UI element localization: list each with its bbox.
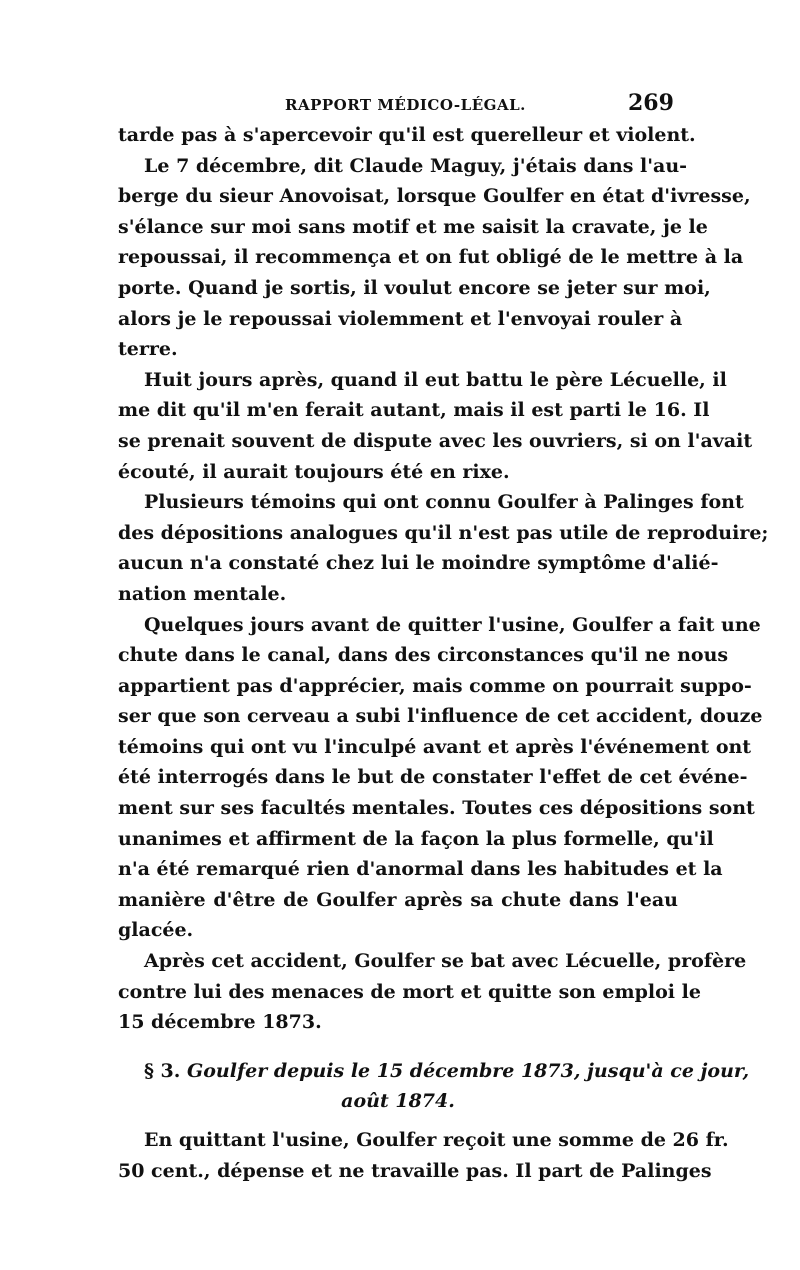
section-number: § 3. bbox=[144, 1059, 181, 1082]
text-line: écouté, il aurait toujours été en rixe. bbox=[118, 460, 510, 483]
text-line: terre. bbox=[118, 338, 178, 361]
text-line: repoussai, il recommença et on fut obligé de le mettre à la bbox=[118, 246, 744, 269]
text-line: tarde pas à s'apercevoir qu'il est querelleur et violent. bbox=[118, 124, 696, 146]
text-line: été interrogés dans le but de constater l'effet de cet événe- bbox=[118, 766, 748, 789]
text-line: n'a été remarqué rien d'anormal dans les habitudes et la bbox=[118, 858, 723, 881]
text-line: aucun n'a constaté chez lui le moindre symptôme d'alié- bbox=[118, 552, 719, 575]
text-line: 50 cent., dépense et ne travaille pas. Il part de Palinges bbox=[118, 1159, 712, 1182]
page-number: 269 bbox=[628, 90, 674, 116]
text-line: En quittant l'usine, Goulfer reçoit une somme de 26 fr. bbox=[144, 1129, 729, 1151]
body-text bbox=[118, 120, 769, 1186]
text-line: ment sur ses facultés mentales. Toutes ces dépositions sont bbox=[118, 797, 755, 820]
text-line: me dit qu'il m'en ferait autant, mais il est parti le 16. Il bbox=[118, 399, 710, 422]
section-heading-cont bbox=[118, 1086, 678, 1117]
text-line: témoins qui ont vu l'inculpé avant et après l'événement ont bbox=[118, 735, 752, 758]
text-line: Le 7 décembre, dit Claude Maguy, j'étais dans l'au- bbox=[144, 154, 688, 177]
text-line: nation mentale. bbox=[118, 582, 287, 605]
text-line: alors je le repoussai violemment et l'envoyai rouler à bbox=[118, 307, 683, 330]
text-line: unanimes et affirment de la façon la plus formelle, qu'il bbox=[118, 827, 714, 850]
text-line: manière d'être de Goulfer après sa chute dans l'eau bbox=[118, 888, 678, 911]
text-line: Plusieurs témoins qui ont connu Goulfer à Palinges font bbox=[144, 491, 744, 514]
text-line: berge du sieur Anovoisat, lorsque Goulfer en état d'ivresse, bbox=[118, 185, 751, 208]
section-title-date: août 1874. bbox=[341, 1090, 455, 1113]
text-line: s'élance sur moi sans motif et me saisit la cravate, je le bbox=[118, 215, 708, 238]
text-line: porte. Quand je sortis, il voulut encore se jeter sur moi, bbox=[118, 276, 711, 299]
running-head bbox=[0, 90, 800, 120]
text-line: Quelques jours avant de quitter l'usine, Goulfer a fait une bbox=[144, 613, 761, 636]
text-line: se prenait souvent de dispute avec les ouvriers, si on l'avait bbox=[118, 429, 753, 452]
text-line: glacée. bbox=[118, 919, 194, 942]
text-line: chute dans le canal, dans des circonstances qu'il ne nous bbox=[118, 644, 729, 667]
section-title: Goulfer depuis le 15 décembre 1873, jusqu'à ce jour, bbox=[187, 1059, 750, 1082]
text-line: ser que son cerveau a subi l'influence de cet accident, douze bbox=[118, 705, 763, 728]
text-line: appartient pas d'apprécier, mais comme on pourrait suppo- bbox=[118, 674, 752, 697]
section-heading bbox=[118, 1056, 750, 1087]
running-title: RAPPORT MÉDICO-LÉGAL. bbox=[285, 96, 526, 114]
text-line: contre lui des menaces de mort et quitte son emploi le bbox=[118, 980, 701, 1003]
text-line: des dépositions analogues qu'il n'est pas utile de reproduire; bbox=[118, 521, 769, 544]
text-line: 15 décembre 1873. bbox=[118, 1011, 322, 1034]
text-line: Après cet accident, Goulfer se bat avec Lécuelle, profère bbox=[144, 950, 747, 973]
text-line: Huit jours après, quand il eut battu le père Lécuelle, il bbox=[144, 368, 727, 391]
